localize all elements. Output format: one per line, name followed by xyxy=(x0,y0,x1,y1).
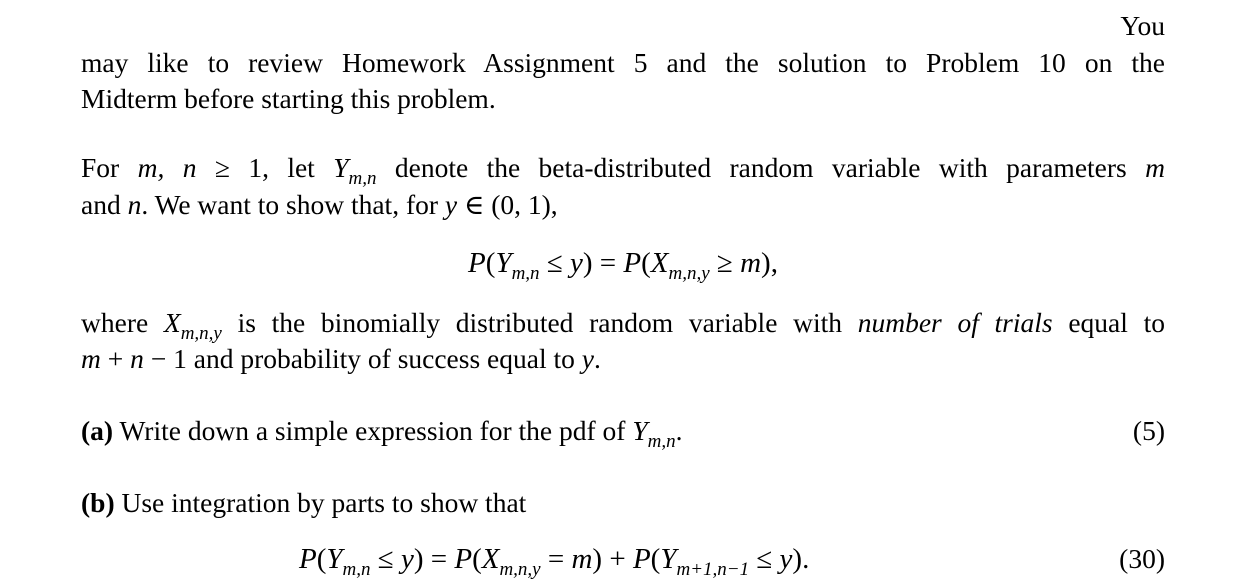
math-y: y xyxy=(581,343,594,374)
math-paren: ) xyxy=(592,543,603,575)
part-b-label: (b) xyxy=(81,487,115,518)
math-m: m xyxy=(740,247,762,279)
math-P: P xyxy=(468,247,486,279)
setup-line-2 xyxy=(81,188,1165,222)
math-X: X xyxy=(650,247,669,279)
part-b-marks: (30) xyxy=(1119,543,1165,574)
where-text: is the binomially distributed random variable with xyxy=(221,307,858,338)
math-m: m xyxy=(571,543,593,575)
math-equals: = xyxy=(423,543,455,575)
math-n: n xyxy=(130,343,144,374)
math-m: m xyxy=(81,343,101,374)
intro-word-you: You xyxy=(1120,10,1165,41)
math-paren: ). xyxy=(792,543,810,575)
setup-text: For xyxy=(81,152,138,183)
math-relation: ≤ xyxy=(539,247,570,279)
math-paren: ) xyxy=(582,247,593,279)
math-P: P xyxy=(632,543,651,575)
math-y: y xyxy=(400,543,414,575)
math-plus: + xyxy=(100,343,131,374)
setup-text: . We want to show that, for xyxy=(141,189,445,220)
part-a xyxy=(81,414,1165,452)
math-minus: − 1 xyxy=(143,343,187,374)
math-relation: ≤ xyxy=(370,543,401,575)
math-m: m xyxy=(1145,152,1165,183)
math-Y: Y xyxy=(660,543,677,575)
where-line-1 xyxy=(81,306,1165,344)
where-text: and probability of success equal to xyxy=(186,343,582,374)
math-equals: = xyxy=(592,247,624,279)
math-P: P xyxy=(623,247,642,279)
math-subscript: m,n xyxy=(342,559,371,580)
math-Y: Y xyxy=(333,152,349,183)
display-equation-1 xyxy=(81,246,1165,284)
math-y: y xyxy=(569,247,583,279)
math-X: X xyxy=(163,307,181,338)
part-a-text: . xyxy=(675,415,683,446)
math-plus: + xyxy=(602,543,633,575)
intro-text-2: may like to review Homework Assignment 5 and the solution to Problem 10 on the xyxy=(81,47,1165,78)
math-subscript: m,n xyxy=(647,431,676,452)
math-paren: ( xyxy=(472,543,482,575)
math-y: y xyxy=(779,543,793,575)
math-P: P xyxy=(299,543,317,575)
math-Y: Y xyxy=(632,415,648,446)
math-paren: ), xyxy=(761,247,778,279)
math-subscript: m+1,n−1 xyxy=(676,559,750,580)
intro-line-3 xyxy=(81,82,1165,116)
setup-text: ≥ 1, let xyxy=(196,152,334,183)
where-text: equal to xyxy=(1052,307,1165,338)
math-relation: ≤ xyxy=(749,543,780,575)
equation-2-body xyxy=(299,542,810,580)
math-Y: Y xyxy=(326,543,343,575)
math-vars-mn: m, n xyxy=(137,152,197,183)
math-P: P xyxy=(454,543,473,575)
math-relation: ≥ xyxy=(709,247,741,279)
part-a-text: Write down a simple expression for the pdf of xyxy=(113,415,633,446)
emphasis-text: number of trials xyxy=(857,307,1053,338)
math-paren: ( xyxy=(485,247,496,279)
math-subscript: m,n,y xyxy=(499,559,541,580)
math-equals: = xyxy=(540,543,572,575)
setup-text: and xyxy=(81,189,128,220)
math-subscript: m,n,y xyxy=(668,263,710,284)
math-subscript: m,n,y xyxy=(180,323,222,344)
where-text: . xyxy=(593,343,601,374)
setup-text: denote the beta-distributed random variable with parameters xyxy=(376,152,1146,183)
where-line-2 xyxy=(81,342,1165,376)
intro-text-3: Midterm before starting this problem. xyxy=(81,83,496,114)
document xyxy=(81,0,1165,582)
math-paren: ( xyxy=(316,543,327,575)
math-paren: ) xyxy=(413,543,424,575)
math-paren: ( xyxy=(641,247,651,279)
where-text: where xyxy=(81,307,164,338)
math-X: X xyxy=(481,543,500,575)
math-n: n xyxy=(127,189,142,220)
math-paren: ( xyxy=(650,543,661,575)
part-a-label: (a) xyxy=(81,415,114,446)
part-b xyxy=(81,486,1165,520)
math-y: y xyxy=(444,189,458,220)
setup-line-1 xyxy=(81,151,1165,189)
math-Y: Y xyxy=(495,247,512,279)
math-subscript: m,n xyxy=(348,168,377,189)
math-subscript: m,n xyxy=(511,263,540,284)
intro-line-1 xyxy=(81,9,1165,43)
setup-text: ∈ (0, 1), xyxy=(457,189,558,220)
part-a-marks: (5) xyxy=(1132,415,1165,446)
part-b-text: Use integration by parts to show that xyxy=(114,487,527,518)
intro-line-2 xyxy=(81,46,1165,80)
